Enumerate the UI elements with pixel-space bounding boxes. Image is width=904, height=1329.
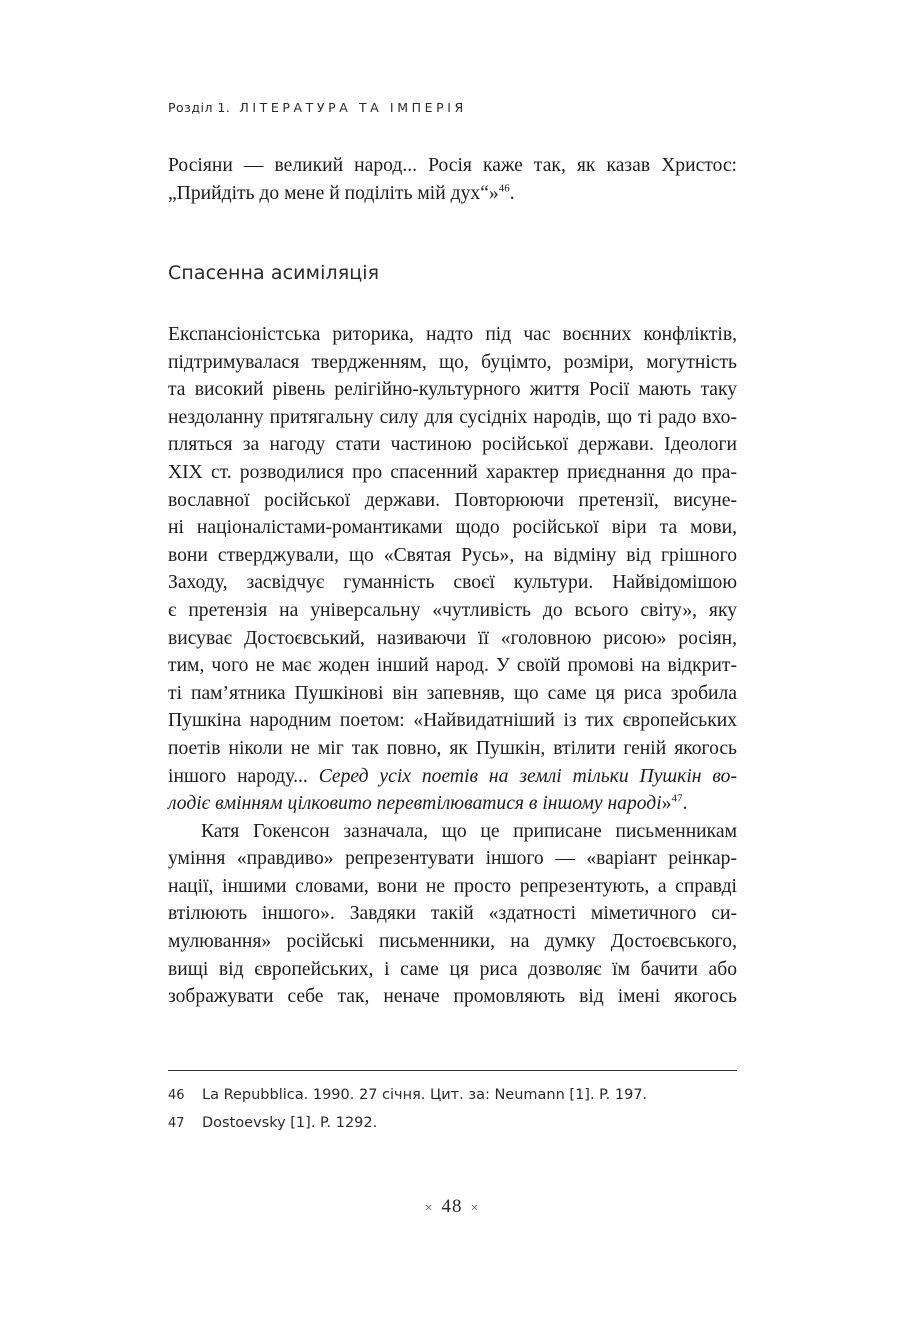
text-period: . <box>682 793 688 815</box>
footnote-ref-47[interactable]: 47 <box>671 792 683 805</box>
quote-line: Росіяни — великий народ... Росія каже так, як казав Христос: <box>168 155 737 176</box>
text-line: тим, чого не має жоден інший народ. У своїй промові на відкрит- <box>168 655 737 677</box>
running-head-chapter: Розділ 1. <box>168 100 231 115</box>
footnote-number: 47 <box>168 1116 185 1131</box>
text-line: Катя Гокенсон зазначала, що це приписане письменникам <box>201 820 737 842</box>
body-text <box>168 321 737 1011</box>
quote-text: „Прийдіть до мене й поділіть мій дух“» <box>168 182 499 204</box>
text-line: втілюють іншого». Завдяки такій «здатності міметичного си- <box>168 903 737 925</box>
text-line: є претензія на універсальну «чутливість до всього світу», яку <box>168 599 737 621</box>
text-line: ті пам’ятника Пушкінові він запевняв, що саме ця риса зробила <box>168 682 737 704</box>
quote-line <box>168 180 737 208</box>
footnote-text: La Repubblica. 1990. 27 січня. Цит. за: Neumann [1]. P. 197. <box>202 1087 648 1103</box>
text-segment: іншого народу... <box>168 765 319 787</box>
ornament-left-icon: × <box>424 1201 434 1216</box>
text-line: Експансіоністська риторика, надто під час воєнних конфліктів, <box>168 324 737 345</box>
text-line: підтримувалася твердженням, що, буцімто, розміри, могутність <box>168 351 737 373</box>
text-line: та високий рівень релігійно-культурного життя Росії мають таку <box>168 379 737 401</box>
footnote-ref-46[interactable]: 46 <box>498 182 510 195</box>
text-line: пляться за нагоду стати частиною російської держави. Ідеологи <box>168 434 737 456</box>
closing-quote: » <box>661 793 672 815</box>
text-line: ні націоналістами-романтиками щодо російської віри та мови, <box>168 517 737 539</box>
footnote-text: Dostoevsky [1]. P. 1292. <box>202 1115 378 1131</box>
page-number <box>0 1196 904 1218</box>
text-line: зображувати себе так, неначе промовляють від імені якогось <box>168 986 737 1008</box>
text-line: уміння «правдиво» репрезентувати іншого — «варіант реінкар- <box>168 848 737 870</box>
text-line: XIX ст. розводилися про спасенний характер приєднання до пра- <box>168 461 737 483</box>
italic-quote: лодіє вмінням цілковито перевтілюватися в іншому народі <box>168 793 662 815</box>
text-line <box>168 790 737 818</box>
page-number-value: 48 <box>441 1196 463 1217</box>
text-line: Заходу, засвідчує гуманність своєї культури. Найвідомішою <box>168 572 737 594</box>
text-line: нездоланну притягальну силу для сусідніх народів, що ті радо вхо- <box>168 406 737 428</box>
section-heading: Спасенна асиміляція <box>168 262 380 284</box>
ornament-right-icon: × <box>470 1201 480 1216</box>
quote-period: . <box>509 182 515 204</box>
text-line: мулювання» російські письменники, на думку Достоєвського, <box>168 931 737 953</box>
text-line: нації, іншими словами, вони не просто репрезентують, а справді <box>168 875 737 897</box>
running-head-title: ЛІТЕРАТУРА ТА ІМПЕРІЯ <box>239 100 467 115</box>
footnote-46 <box>168 1087 647 1103</box>
running-head <box>168 100 467 115</box>
text-line <box>168 763 737 791</box>
footnote-number: 46 <box>168 1088 185 1103</box>
italic-quote: Серед усіх поетів на землі тільки Пушкін во- <box>318 765 737 787</box>
quote-continuation <box>168 152 737 207</box>
text-line: висуває Достоєвський, називаючи її «головною рисою» росіян, <box>168 627 737 649</box>
text-line: поетів ніколи не міг так повно, як Пушкін, втілити геній якогось <box>168 737 737 759</box>
footnote-47 <box>168 1115 377 1131</box>
text-line: Пушкіна народним поетом: «Найвидатніший із тих європейських <box>168 710 737 732</box>
text-line: вони стверджували, що «Святая Русь», на відміну від грішного <box>168 544 737 566</box>
text-line: вославної російської держави. Повторюючи претензії, висуне- <box>168 489 737 511</box>
footnote-divider <box>168 1070 737 1071</box>
text-line: вищі від європейських, і саме ця риса дозволяє їм бачити або <box>168 958 737 980</box>
